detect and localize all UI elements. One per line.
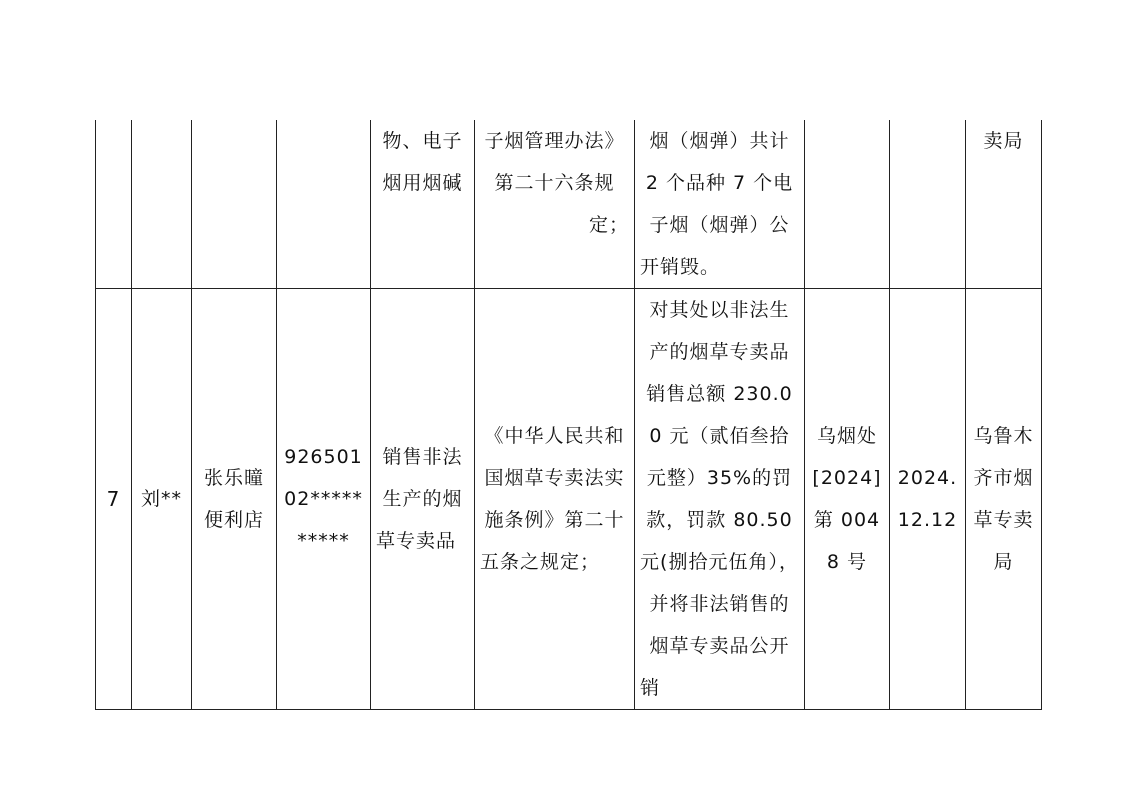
cell-entity: 张乐曈便利店 bbox=[192, 289, 277, 710]
cell-seq: 7 bbox=[96, 289, 132, 710]
cell-credit-code bbox=[277, 120, 371, 289]
table-row-continuation bbox=[96, 120, 1042, 289]
cell-date bbox=[890, 120, 966, 289]
cell-credit-code: 92650102********** bbox=[277, 289, 371, 710]
cell-authority: 乌鲁木齐市烟草专卖局 bbox=[966, 289, 1042, 710]
cell-violation: 物、电子烟用烟碱 bbox=[371, 120, 475, 289]
cell-seq bbox=[96, 120, 132, 289]
cell-doc-no bbox=[805, 120, 890, 289]
cell-penalty: 烟（烟弹）共计 2 个品种 7 个电子烟（烟弹）公开销毁。 bbox=[635, 120, 805, 289]
table-row-record-7 bbox=[96, 289, 1042, 710]
penalty-table bbox=[95, 120, 1042, 710]
cell-date: 2024.12.12 bbox=[890, 289, 966, 710]
cell-basis: 《中华人民共和国烟草专卖法实施条例》第二十五条之规定； bbox=[475, 289, 635, 710]
cell-doc-no: 乌烟处[2024]第 0048 号 bbox=[805, 289, 890, 710]
cell-name: 刘** bbox=[132, 289, 192, 710]
cell-name bbox=[132, 120, 192, 289]
cell-violation: 销售非法生产的烟草专卖品 bbox=[371, 289, 475, 710]
cell-authority: 卖局 bbox=[966, 120, 1042, 289]
cell-basis: 子烟管理办法》第二十六条规定； bbox=[475, 120, 635, 289]
cell-penalty: 对其处以非法生产的烟草专卖品销售总额 230.00 元（贰佰叁拾元整）35%的罚款，罚款 80.50 元(捌拾元伍角），并将非法销售的烟草专卖品公开销 bbox=[635, 289, 805, 710]
cell-entity bbox=[192, 120, 277, 289]
